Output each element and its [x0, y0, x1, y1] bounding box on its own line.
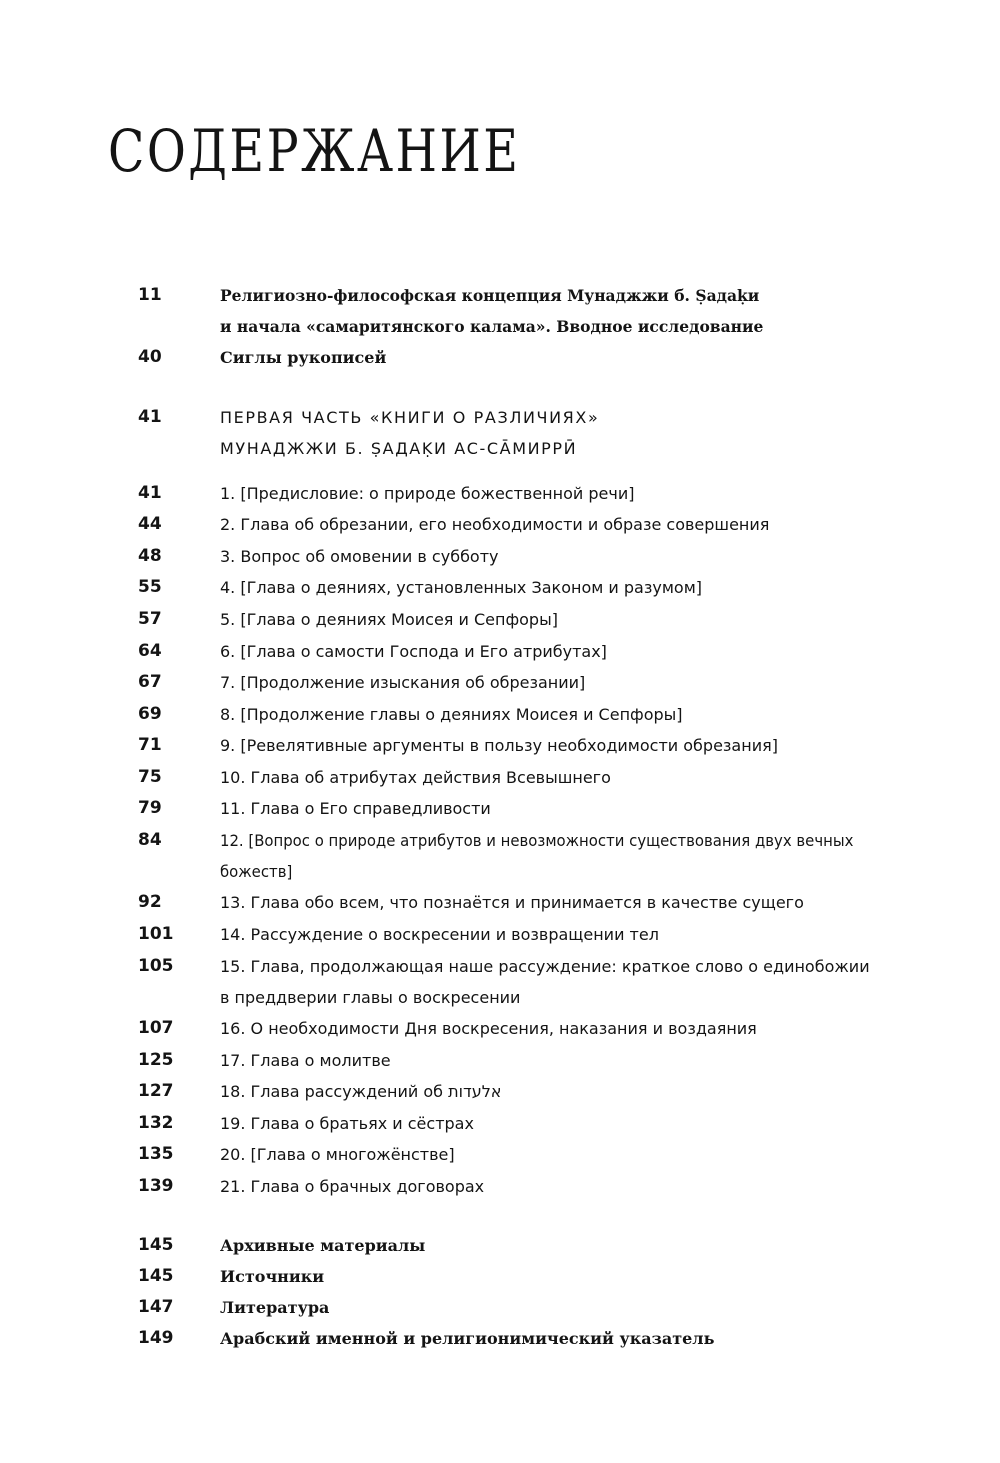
toc-page-number: 64 — [138, 641, 162, 661]
toc-page-number: 135 — [138, 1144, 174, 1164]
toc-page-number: 75 — [138, 767, 162, 787]
toc-page-number: 79 — [138, 798, 162, 818]
toc-chapter-title: 2. Глава об обрезании, его необходимости и образе совершения — [220, 515, 770, 534]
toc-entry-title: Источники — [220, 1267, 325, 1286]
toc-page-number: 127 — [138, 1081, 174, 1101]
toc-page-number: 71 — [138, 735, 162, 755]
toc-chapter-title: 10. Глава об атрибутах действия Всевышнего — [220, 768, 611, 787]
toc-page-number: 147 — [138, 1297, 174, 1317]
toc-entry-title: Арабский именной и религионимический указатель — [220, 1329, 715, 1348]
toc-chapter-line: в преддверии главы о воскресении — [220, 988, 521, 1007]
toc-chapter-title: 11. Глава о Его справедливости — [220, 799, 491, 818]
toc-page-number: 101 — [138, 924, 174, 944]
toc-chapter-title: 4. [Глава о деяниях, установленных Законом и разумом] — [220, 578, 702, 597]
toc-page-number: 92 — [138, 892, 162, 912]
toc-chapter-title: 14. Рассуждение о воскресении и возвращении тел — [220, 925, 659, 944]
toc-chapter-title: 17. Глава о молитве — [220, 1051, 391, 1070]
toc-page-number: 132 — [138, 1113, 174, 1133]
toc-chapter-line: божеств] — [220, 862, 293, 881]
toc-chapter-title: 20. [Глава о многожёнстве] — [220, 1145, 455, 1164]
toc-page-number: 149 — [138, 1328, 174, 1348]
toc-chapter-title: 19. Глава о братьях и сёстрах — [220, 1114, 474, 1133]
toc-chapter-line: 12. [Вопрос о природе атрибутов и невозможности существования двух вечных — [220, 831, 854, 850]
toc-entry-title: Литература — [220, 1298, 330, 1317]
toc-entry-title: Архивные материалы — [220, 1236, 426, 1255]
toc-chapter-title: 5. [Глава о деяниях Моисея и Сепфоры] — [220, 610, 558, 629]
toc-page-number: 48 — [138, 546, 162, 566]
toc-section-title — [220, 402, 920, 464]
toc-chapter-line: 15. Глава, продолжающая наше рассуждение: краткое слово о единобожии — [220, 957, 870, 976]
toc-page-number: 105 — [138, 956, 174, 976]
toc-page-number: 40 — [138, 347, 162, 367]
toc-page-number: 41 — [138, 483, 162, 503]
toc-chapter-title: 6. [Глава о самости Господа и Его атрибутах] — [220, 642, 607, 661]
toc-chapter-title: 3. Вопрос об омовении в субботу — [220, 547, 499, 566]
toc-chapter-title: 1. [Предисловие: о природе божественной речи] — [220, 484, 635, 503]
toc-entry-line: Религиозно-философская концепция Мунаджжи б. Ṣадаḳи — [220, 286, 760, 305]
page-title: СОДЕРЖАНИЕ — [108, 117, 521, 185]
toc-chapter-title — [220, 951, 920, 1013]
toc-page-number: 125 — [138, 1050, 174, 1070]
toc-entry-title: Сиглы рукописей — [220, 348, 387, 367]
toc-page-number: 55 — [138, 577, 162, 597]
toc-page-number: 11 — [138, 285, 162, 305]
toc-page-number: 69 — [138, 704, 162, 724]
toc-page-number: 67 — [138, 672, 162, 692]
toc-chapter-title — [220, 825, 871, 887]
toc-page-number: 145 — [138, 1266, 174, 1286]
toc-chapter-title: 9. [Ревелятивные аргументы в пользу необходимости обрезания] — [220, 736, 778, 755]
toc-chapter-title: 21. Глава о брачных договорах — [220, 1177, 485, 1196]
toc-page-number: 41 — [138, 407, 162, 427]
toc-chapter-title: 8. [Продолжение главы о деяниях Моисея и Сепфоры] — [220, 705, 683, 724]
toc-entry-line: и начала «самаритянского калама». Вводное исследование — [220, 317, 764, 336]
toc-chapter-title: 7. [Продолжение изыскания об обрезании] — [220, 673, 586, 692]
toc-page-number: 57 — [138, 609, 162, 629]
toc-page-number: 107 — [138, 1018, 174, 1038]
toc-chapter-title: 18. Глава рассуждений об אלעדות — [220, 1082, 502, 1101]
toc-section-line: МУНАДЖЖИ Б. ṢАДАḲИ АС-СĀМИРРӢ — [220, 439, 578, 458]
toc-entry-title — [220, 280, 899, 342]
toc-page-number: 145 — [138, 1235, 174, 1255]
toc-page-number: 44 — [138, 514, 162, 534]
toc-chapter-title: 16. О необходимости Дня воскресения, наказания и воздаяния — [220, 1019, 757, 1038]
toc-section-line: ПЕРВАЯ ЧАСТЬ «КНИГИ О РАЗЛИЧИЯХ» — [220, 408, 600, 427]
toc-chapter-title: 13. Глава обо всем, что познаётся и принимается в качестве сущего — [220, 893, 804, 912]
toc-page-number: 84 — [138, 830, 162, 850]
toc-page-number: 139 — [138, 1176, 174, 1196]
